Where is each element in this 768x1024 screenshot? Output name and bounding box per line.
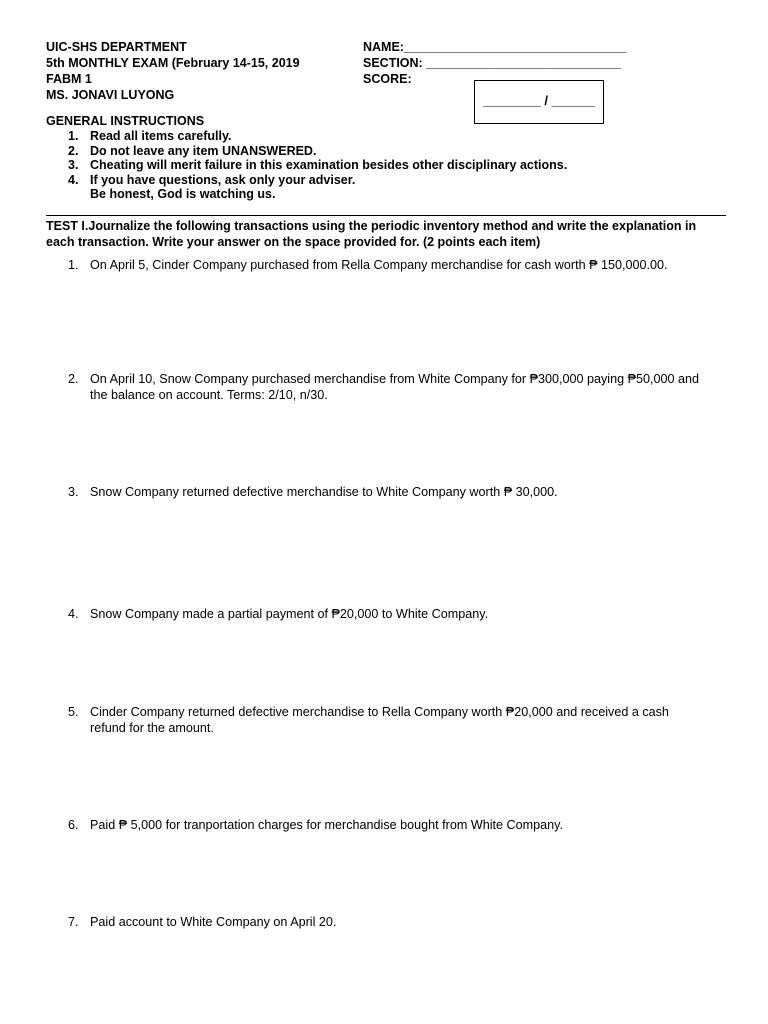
question-text: Snow Company made a partial payment of ₱20,000 to White Company. xyxy=(90,607,489,621)
instruction-item xyxy=(68,173,567,188)
question-text: Snow Company returned defective merchandise to White Company worth ₱ 30,000. xyxy=(90,485,558,499)
test-title: TEST I.Journalize the following transactions using the periodic inventory method and write the explanation in each transaction. Write your answer on the space provided for. (2 points each item) xyxy=(46,219,697,249)
subject-line: FABM 1 xyxy=(46,72,92,86)
question-item xyxy=(68,371,708,403)
question-item xyxy=(68,914,708,930)
question-text: Paid account to White Company on April 20. xyxy=(90,915,337,929)
question-item xyxy=(68,704,708,736)
question-text: On April 10, Snow Company purchased merchandise from White Company for ₱300,000 paying ₱50,000 and the balance on account. Terms: 2/10, n/30. xyxy=(90,372,700,402)
instruction-text: Do not leave any item UNANSWERED. xyxy=(90,143,317,158)
instruction-item xyxy=(68,129,567,144)
question-number: 3. xyxy=(68,485,79,499)
question-item xyxy=(68,484,708,500)
question-text: Cinder Company returned defective merchandise to Rella Company worth ₱20,000 and received a cash refund for the amount. xyxy=(90,705,669,735)
instruction-item xyxy=(68,144,567,159)
instruction-text: Read all items carefully. xyxy=(90,129,232,143)
question-item xyxy=(68,817,708,833)
instruction-number: 3. xyxy=(68,158,79,172)
question-number: 4. xyxy=(68,607,79,621)
question-number: 2. xyxy=(68,372,79,386)
department-line: UIC-SHS DEPARTMENT xyxy=(46,40,187,54)
instructions-list xyxy=(68,129,567,187)
teacher-line: MS. JONAVI LUYONG xyxy=(46,88,175,102)
section-field: SECTION: ____________________________ xyxy=(363,56,621,70)
instruction-number: 1. xyxy=(68,129,79,143)
score-label: SCORE: xyxy=(363,72,412,86)
question-number: 5. xyxy=(68,705,79,719)
instruction-text: If you have questions, ask only your adviser. xyxy=(90,172,356,187)
instruction-item xyxy=(68,158,567,173)
question-item xyxy=(68,606,708,622)
question-number: 1. xyxy=(68,258,79,272)
exam-header-info xyxy=(46,39,300,103)
instruction-text: Cheating will merit failure in this examination besides other disciplinary actions. xyxy=(90,158,568,172)
question-text: On April 5, Cinder Company purchased from Rella Company merchandise for cash worth ₱ 150,000.00. xyxy=(90,258,668,272)
question-number: 6. xyxy=(68,818,79,832)
score-box: ________ / ______ xyxy=(474,80,604,124)
section-divider xyxy=(46,215,726,216)
instructions-title: GENERAL INSTRUCTIONS xyxy=(46,114,205,128)
exam-title-line: 5th MONTHLY EXAM (February 14-15, 2019 xyxy=(46,56,300,70)
instruction-number: 4. xyxy=(68,172,79,187)
name-field: NAME:________________________________ xyxy=(363,40,627,54)
question-text: Paid ₱ 5,000 for tranportation charges for merchandise bought from White Company. xyxy=(90,818,563,832)
question-item xyxy=(68,257,708,273)
instruction-number: 2. xyxy=(68,143,79,158)
instructions-closing: Be honest, God is watching us. xyxy=(90,187,276,201)
question-number: 7. xyxy=(68,915,79,929)
